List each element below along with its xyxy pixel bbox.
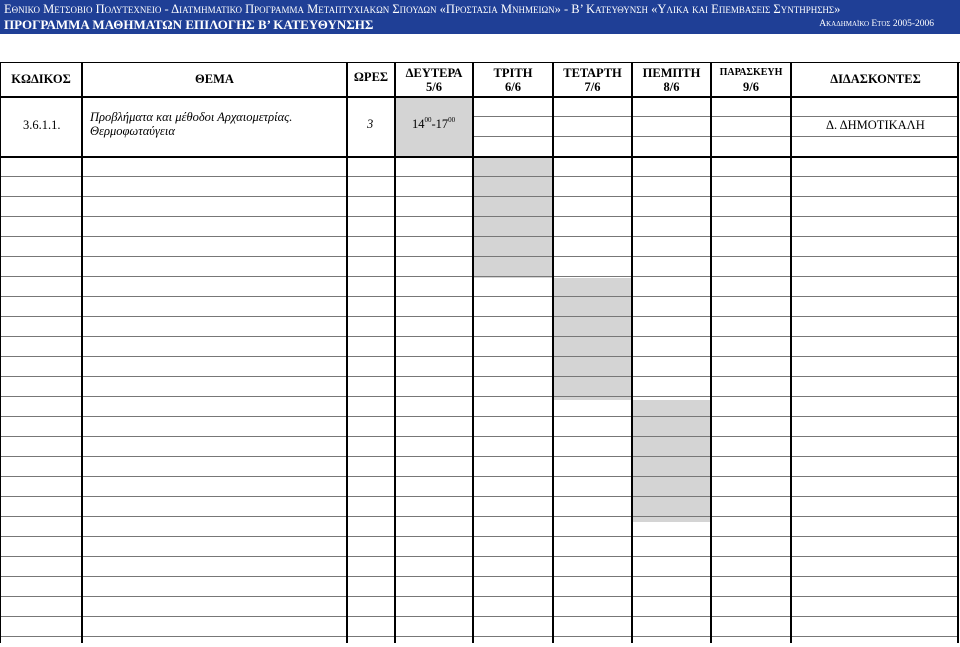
column-divider — [394, 62, 396, 643]
row-divider — [0, 436, 958, 437]
row-divider — [473, 116, 958, 117]
column-tuesday: ΤΡΙΤΗ 6/6 — [493, 66, 533, 94]
program-title: ΠΡΟΓΡΑΜΜΑ ΜΑΘΗΜΑΤΩΝ ΕΠΙΛΟΓΗΣ Β’ ΚΑΤΕΥΘΥΝΣΗΣ — [4, 17, 374, 32]
academic-year: Ακαδημαϊκο Ετος 2005-2006 — [819, 19, 934, 29]
column-divider — [472, 62, 474, 643]
column-divider — [552, 62, 554, 643]
header-banner — [0, 0, 960, 34]
row-monday-time: $14^{00}-17^{00}$ — [412, 116, 456, 131]
column-wednesday: ΤΕΤΑΡΤΗ 7/6 — [563, 66, 622, 94]
column-instructors: ΔΙΔΑΣΚΟΝΤΕΣ — [830, 72, 921, 86]
column-divider — [631, 62, 633, 643]
row-divider — [0, 516, 958, 517]
column-hours: ΩΡΕΣ — [353, 70, 389, 84]
row-divider — [0, 196, 958, 197]
row-divider — [0, 556, 958, 557]
institution-line: Εθνικο Μετσοβιο Πολυτεχνειο - Διατμηματικο Προγραμμα Μεταπτυχιακων Σπουδων «Προστασια Μνημειων» - Β’ Κατευθυνση «Υλικα και Επεμβασεις Συντηρησης» — [4, 2, 841, 16]
row-divider — [0, 236, 958, 237]
row-divider — [0, 336, 958, 337]
column-code: ΚΩΔΙΚΟΣ — [11, 72, 71, 86]
row-divider — [0, 256, 958, 257]
shaded-block-tuesday — [473, 156, 553, 278]
column-subject: ΘΕΜΑ — [195, 72, 234, 86]
column-divider — [710, 62, 712, 643]
row-divider — [0, 176, 958, 177]
row-divider — [0, 156, 958, 158]
column-divider — [790, 62, 792, 643]
row-divider — [0, 476, 958, 477]
row-divider — [473, 136, 958, 137]
row-subject-line1: Προβλήματα και μέθοδοι Αρχαιομετρίας. — [90, 110, 293, 124]
row-hours: 3 — [367, 117, 374, 131]
column-monday: ΔΕΥΤΕΡΑ 5/6 — [405, 66, 463, 94]
row-subject-line2: Θερμοφωταύγεια — [90, 124, 175, 138]
row-divider — [0, 396, 958, 397]
row-code: 3.6.1.1. — [23, 118, 61, 132]
column-thursday: ΠΕΜΠΤΗ 8/6 — [642, 66, 701, 94]
column-divider — [346, 62, 348, 643]
row-divider — [0, 376, 958, 377]
row-divider — [0, 276, 958, 277]
column-divider — [957, 62, 959, 643]
column-divider — [0, 62, 1, 643]
row-divider — [0, 456, 958, 457]
column-divider — [81, 62, 83, 643]
row-divider — [0, 316, 958, 317]
column-friday: ΠΑΡΑΣΚΕΥΗ 9/6 — [719, 67, 783, 94]
table-header-row — [0, 62, 960, 97]
row-divider — [0, 616, 958, 617]
row-divider — [0, 356, 958, 357]
row-divider — [0, 536, 958, 537]
row-divider — [0, 496, 958, 497]
row-divider — [0, 576, 958, 577]
row-instructor: Δ. ΔΗΜΟΤΙΚΑΛΗ — [826, 118, 925, 132]
row-divider — [0, 636, 958, 637]
row-divider — [0, 216, 958, 217]
row-divider — [0, 296, 958, 297]
row-divider — [0, 596, 958, 597]
row-divider — [0, 416, 958, 417]
shaded-block-thursday — [632, 400, 711, 522]
